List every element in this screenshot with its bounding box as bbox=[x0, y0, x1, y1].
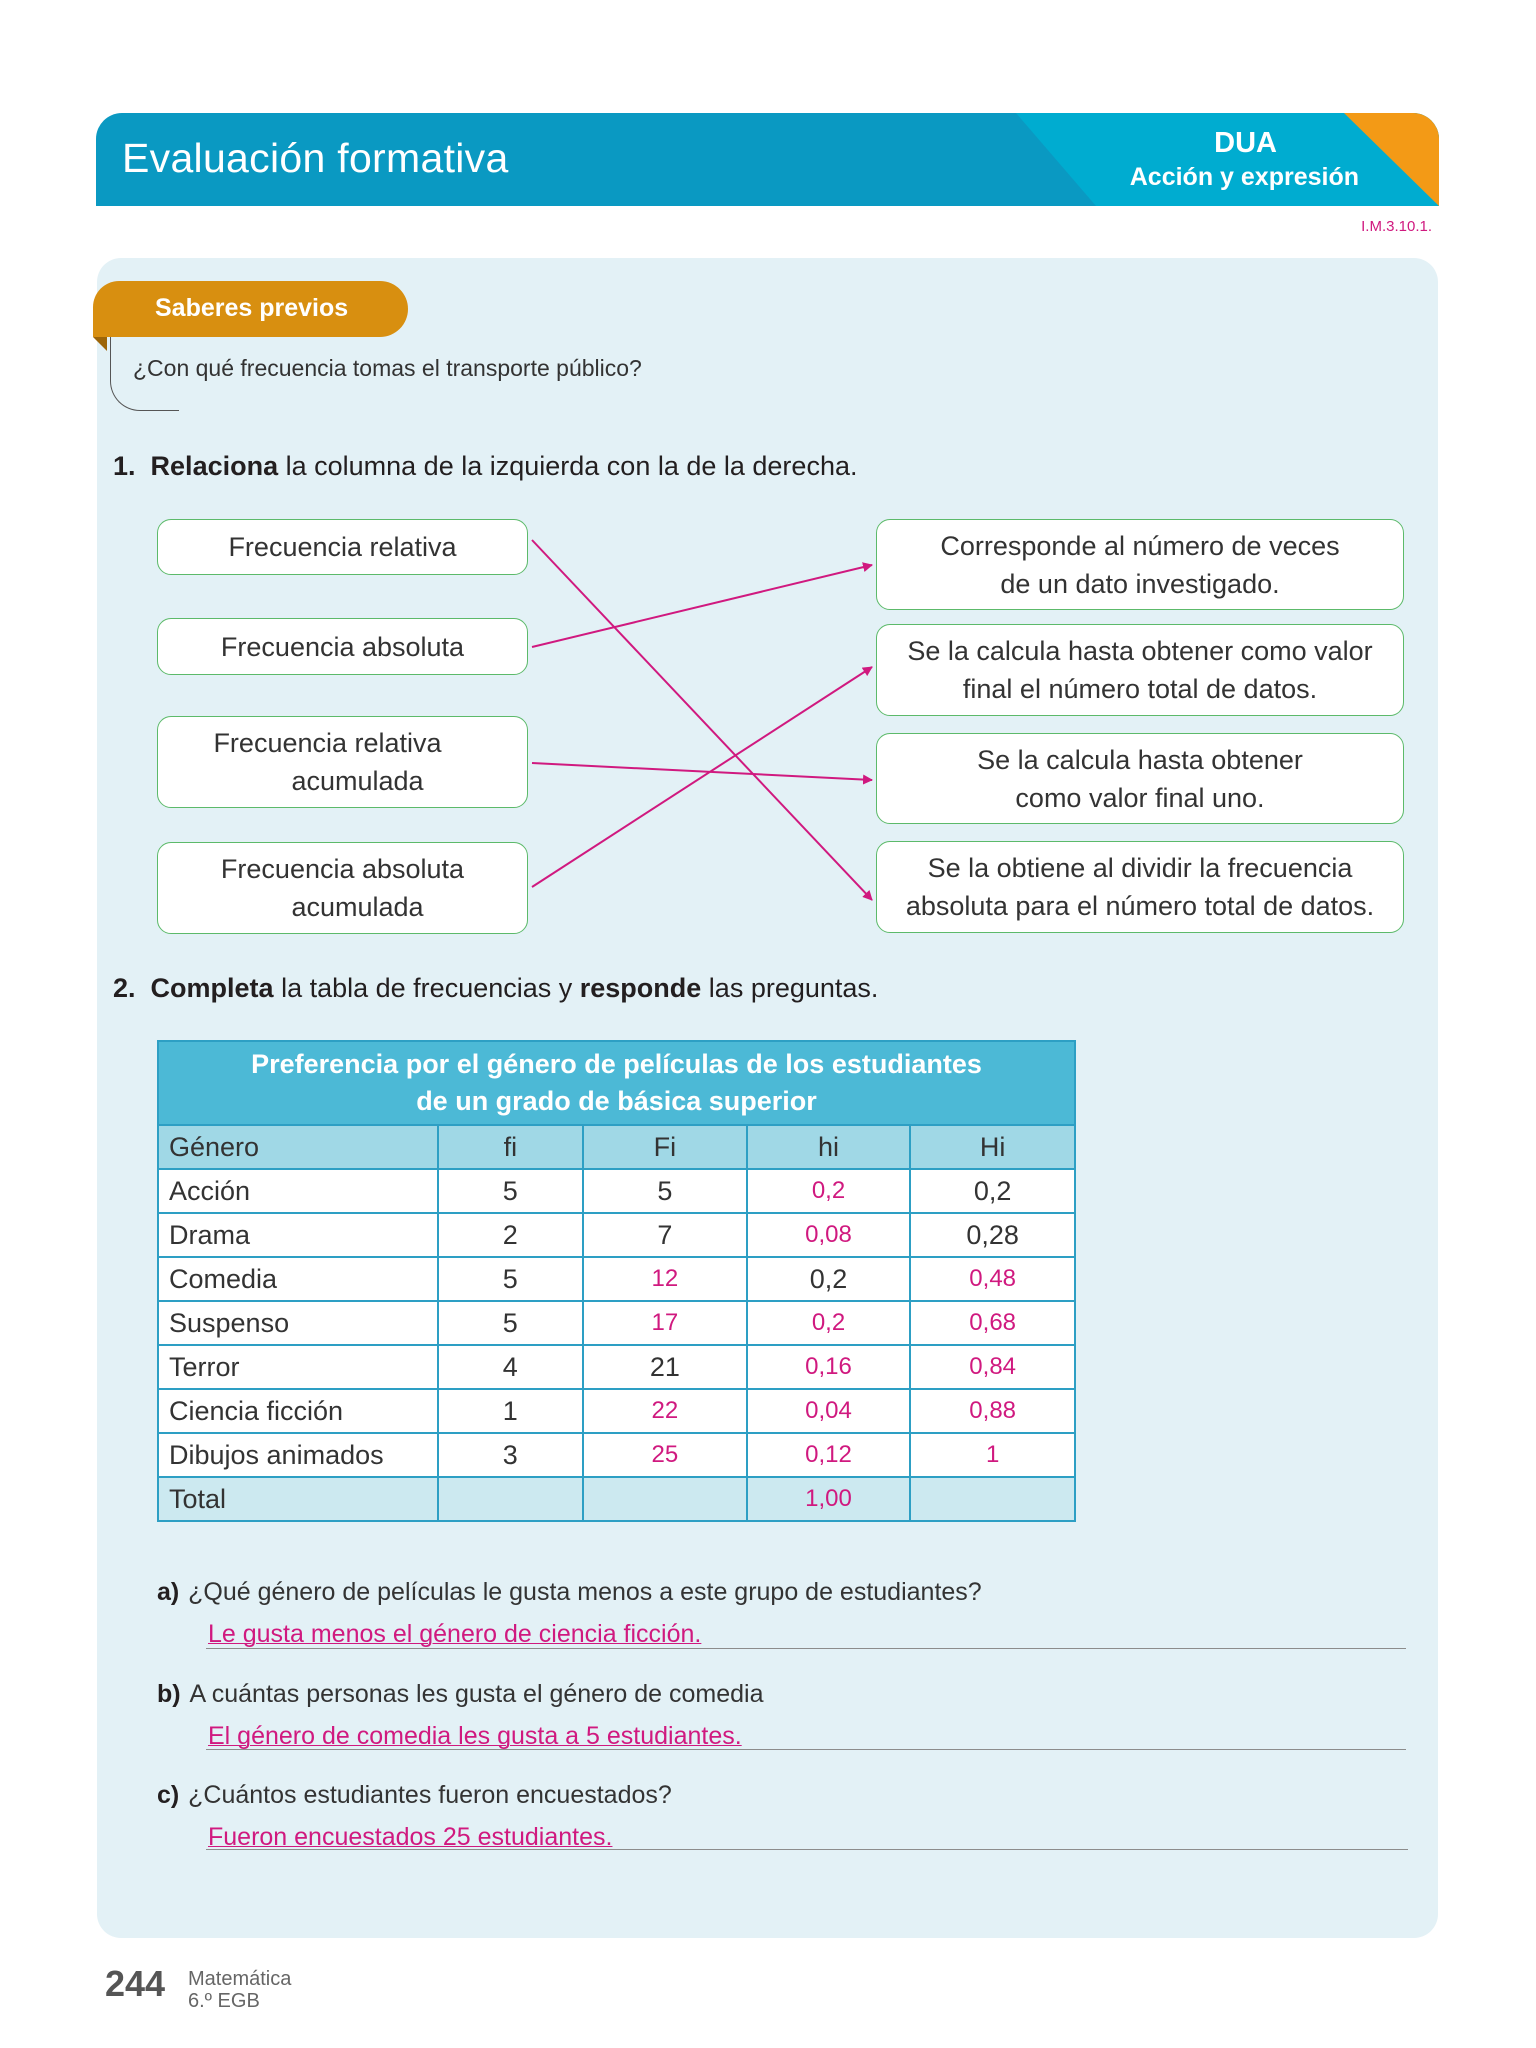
dua-title: DUA bbox=[1214, 127, 1277, 159]
saberes-question: ¿Con qué frecuencia tomas el transporte público? bbox=[133, 355, 642, 381]
question-b-text: A cuántas personas les gusta el género de comedia bbox=[189, 1680, 764, 1708]
right-item-text-line2: final el número total de datos. bbox=[962, 674, 1318, 704]
exercise-1-text: la columna de la izquierda con la de la derecha. bbox=[278, 451, 858, 481]
total-hi[interactable]: 1,00 bbox=[747, 1477, 911, 1521]
cell-hi[interactable]: 0,04 bbox=[747, 1389, 911, 1433]
left-item-text-line2: acumulada bbox=[291, 766, 424, 796]
left-item-frecuencia-absoluta[interactable] bbox=[157, 618, 528, 675]
question-a-text: ¿Qué género de películas le gusta menos a este grupo de estudiantes? bbox=[188, 1578, 982, 1606]
header-hi: hi bbox=[747, 1125, 911, 1169]
header-Hi: Hi bbox=[910, 1125, 1075, 1169]
page-title: Evaluación formativa bbox=[122, 135, 509, 181]
table-row bbox=[158, 1345, 1075, 1389]
cell-Hi[interactable]: 0,28 bbox=[910, 1213, 1075, 1257]
question-c-label: c) bbox=[157, 1781, 180, 1809]
cell-hi[interactable]: 0,12 bbox=[747, 1433, 911, 1477]
right-item-text-line2: absoluta para el número total de datos. bbox=[905, 891, 1375, 921]
cell-fi: 5 bbox=[438, 1257, 584, 1301]
footer-grade: 6.º EGB bbox=[188, 1990, 260, 2012]
exercise-2-instruction bbox=[113, 973, 878, 1004]
answer-c[interactable]: Fueron encuestados 25 estudiantes. bbox=[208, 1823, 613, 1851]
question-b bbox=[157, 1680, 764, 1709]
cell-hi[interactable]: 0,2 bbox=[747, 1257, 911, 1301]
indicator-code: I.M.3.10.1. bbox=[1361, 218, 1432, 235]
table-title bbox=[158, 1041, 1075, 1125]
table-header-row bbox=[158, 1125, 1075, 1169]
exercise-2-verb-responde: responde bbox=[579, 973, 702, 1003]
cell-Hi[interactable]: 0,88 bbox=[910, 1389, 1075, 1433]
cell-genre: Acción bbox=[158, 1169, 438, 1213]
right-item-total-de-datos[interactable] bbox=[876, 624, 1404, 716]
total-fi[interactable] bbox=[438, 1477, 584, 1521]
left-item-frecuencia-relativa[interactable] bbox=[157, 519, 528, 575]
table-row bbox=[158, 1169, 1075, 1213]
left-item-frecuencia-absoluta-acumulada[interactable] bbox=[157, 842, 528, 934]
left-item-text-line2: acumulada bbox=[291, 892, 424, 922]
cell-Hi[interactable]: 0,84 bbox=[910, 1345, 1075, 1389]
left-item-text: Frecuencia absoluta bbox=[220, 631, 465, 662]
footer-subject-name: Matemática bbox=[188, 1968, 292, 1990]
right-item-dividir-frecuencia[interactable] bbox=[876, 841, 1404, 933]
total-Hi[interactable] bbox=[910, 1477, 1075, 1521]
exercise-1-instruction bbox=[113, 451, 857, 482]
answer-c-line bbox=[206, 1849, 1408, 1850]
table-row bbox=[158, 1433, 1075, 1477]
footer-subject bbox=[188, 1968, 291, 2012]
cell-Fi[interactable]: 12 bbox=[583, 1257, 747, 1301]
table-row bbox=[158, 1257, 1075, 1301]
table-title-line1: Preferencia por el género de películas de los estudiantes bbox=[251, 1049, 982, 1079]
header-Fi: Fi bbox=[583, 1125, 747, 1169]
header-fi: fi bbox=[438, 1125, 584, 1169]
cell-genre: Ciencia ficción bbox=[158, 1389, 438, 1433]
table-row bbox=[158, 1301, 1075, 1345]
right-item-text-line2: de un dato investigado. bbox=[1000, 568, 1280, 599]
cell-fi: 3 bbox=[438, 1433, 584, 1477]
right-item-text-line1: Se la calcula hasta obtener bbox=[977, 744, 1303, 775]
cell-fi: 5 bbox=[438, 1169, 584, 1213]
exercise-2-verb-completa: Completa bbox=[150, 973, 274, 1003]
cell-Fi[interactable]: 5 bbox=[583, 1169, 747, 1213]
cell-Fi[interactable]: 7 bbox=[583, 1213, 747, 1257]
question-a-label: a) bbox=[157, 1578, 180, 1606]
question-c-text: ¿Cuántos estudiantes fueron encuestados? bbox=[188, 1781, 672, 1809]
cell-Fi[interactable]: 22 bbox=[583, 1389, 747, 1433]
saberes-tab-fold bbox=[93, 337, 107, 351]
header-banner bbox=[96, 113, 1439, 206]
cell-genre: Drama bbox=[158, 1213, 438, 1257]
page-number: 244 bbox=[105, 1963, 166, 2004]
left-item-frecuencia-relativa-acumulada[interactable] bbox=[157, 716, 528, 808]
right-item-text-line1: Corresponde al número de veces bbox=[940, 530, 1340, 561]
cell-genre: Dibujos animados bbox=[158, 1433, 438, 1477]
cell-Hi[interactable]: 0,48 bbox=[910, 1257, 1075, 1301]
left-item-text: Frecuencia relativa bbox=[228, 532, 457, 562]
left-item-text-line1: Frecuencia absoluta bbox=[220, 854, 465, 884]
table-row bbox=[158, 1389, 1075, 1433]
exercise-2-text-end: las preguntas. bbox=[701, 973, 879, 1003]
cell-hi[interactable]: 0,08 bbox=[747, 1213, 911, 1257]
right-item-text-line2: como valor final uno. bbox=[1015, 782, 1265, 813]
cell-fi: 1 bbox=[438, 1389, 584, 1433]
dua-subtitle: Acción y expresión bbox=[1129, 163, 1359, 191]
question-b-label: b) bbox=[157, 1680, 181, 1708]
exercise-1-verb: Relaciona bbox=[150, 451, 279, 481]
cell-Fi[interactable]: 21 bbox=[583, 1345, 747, 1389]
answer-b[interactable]: El género de comedia les gusta a 5 estudiantes. bbox=[208, 1722, 742, 1750]
cell-Hi[interactable]: 0,2 bbox=[910, 1169, 1075, 1213]
right-item-numero-de-veces[interactable] bbox=[876, 519, 1404, 610]
right-item-text-line1: Se la calcula hasta obtener como valor bbox=[907, 636, 1373, 666]
exercise-1-number: 1. bbox=[113, 451, 136, 481]
question-c bbox=[157, 1781, 672, 1810]
cell-Fi[interactable]: 17 bbox=[583, 1301, 747, 1345]
question-a bbox=[157, 1578, 982, 1607]
right-item-text-line1: Se la obtiene al dividir la frecuencia bbox=[927, 853, 1353, 883]
exercise-2-number: 2. bbox=[113, 973, 136, 1003]
cell-genre: Comedia bbox=[158, 1257, 438, 1301]
cell-Hi[interactable]: 1 bbox=[910, 1433, 1075, 1477]
cell-genre: Suspenso bbox=[158, 1301, 438, 1345]
exercise-2-text-mid: la tabla de frecuencias y bbox=[273, 973, 580, 1003]
frequency-table bbox=[157, 1040, 1076, 1522]
table-row bbox=[158, 1213, 1075, 1257]
right-item-valor-final-uno[interactable] bbox=[876, 733, 1404, 824]
answer-b-line bbox=[206, 1749, 1406, 1750]
cell-hi[interactable]: 0,2 bbox=[747, 1169, 911, 1213]
total-Fi[interactable] bbox=[583, 1477, 747, 1521]
cell-genre: Terror bbox=[158, 1345, 438, 1389]
saberes-previos-label: Saberes previos bbox=[155, 294, 349, 322]
table-total-row bbox=[158, 1477, 1075, 1521]
cell-fi: 5 bbox=[438, 1301, 584, 1345]
cell-hi[interactable]: 0,16 bbox=[747, 1345, 911, 1389]
total-label: Total bbox=[158, 1477, 438, 1521]
answer-a-line bbox=[206, 1648, 1406, 1649]
cell-Fi[interactable]: 25 bbox=[583, 1433, 747, 1477]
header-genero: Género bbox=[158, 1125, 438, 1169]
cell-fi: 2 bbox=[438, 1213, 584, 1257]
table-title-line2: de un grado de básica superior bbox=[416, 1086, 817, 1116]
left-item-text-line1: Frecuencia relativa bbox=[213, 728, 442, 758]
cell-fi: 4 bbox=[438, 1345, 584, 1389]
cell-Hi[interactable]: 0,68 bbox=[910, 1301, 1075, 1345]
cell-hi[interactable]: 0,2 bbox=[747, 1301, 911, 1345]
answer-a[interactable]: Le gusta menos el género de ciencia ficción. bbox=[208, 1620, 702, 1648]
